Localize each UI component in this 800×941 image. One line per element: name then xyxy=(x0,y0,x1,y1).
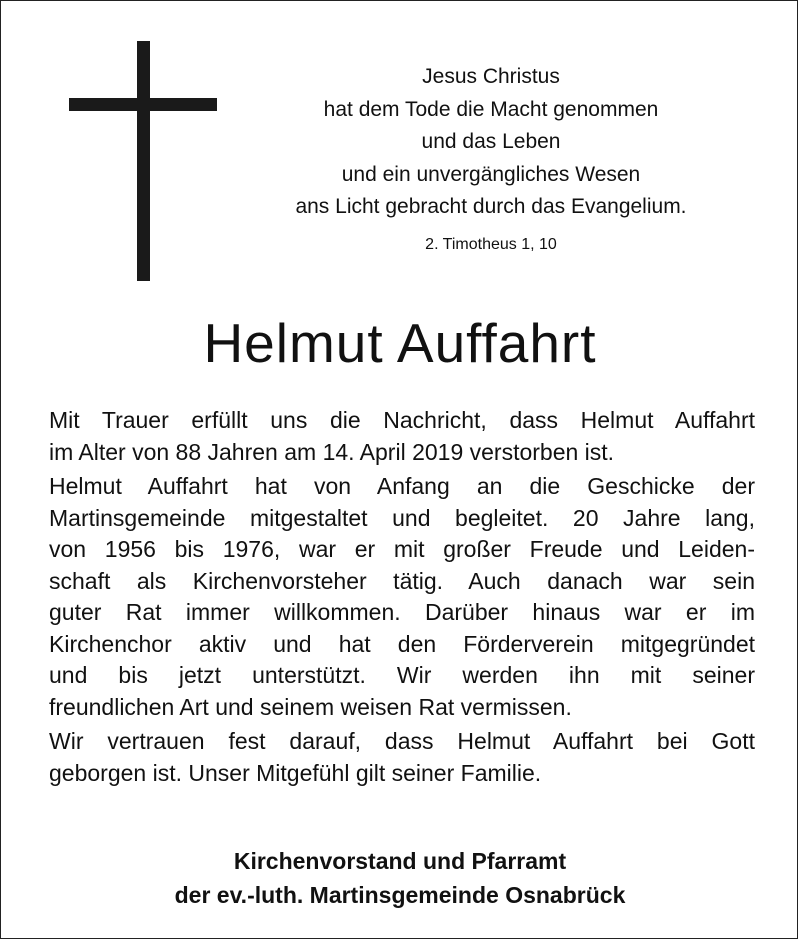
paragraph-biography xyxy=(49,471,755,723)
text-line: Kirchenchor aktiv und hat den Förderverein mitgegründet xyxy=(49,630,755,657)
text-line: Helmut Auffahrt hat von Anfang an die Geschicke der xyxy=(49,473,755,499)
text-line: von 1956 bis 1976, war er mit großer Freude und Leiden- xyxy=(49,536,755,562)
verse-line: und das Leben xyxy=(421,130,561,153)
text-line: Wir vertrauen fest darauf, dass Helmut Auffahrt bei Gott xyxy=(49,728,755,754)
verse-line: ans Licht gebracht durch das Evangelium. xyxy=(295,195,687,218)
signature-line: Kirchenvorstand und Pfarramt xyxy=(233,848,567,874)
obituary-body xyxy=(49,405,755,792)
text-line: Martinsgemeinde mitgestaltet und begleitet. 20 Jahre lang, xyxy=(49,504,755,531)
deceased-name: Helmut Auffahrt xyxy=(203,312,597,374)
text-line: Mit Trauer erfüllt uns die Nachricht, dass Helmut Auffahrt xyxy=(49,407,755,433)
paragraph-condolence xyxy=(49,726,755,789)
text-line: schaft als Kirchenvorsteher tätig. Auch danach war sein xyxy=(49,567,755,594)
text-line: guter Rat immer willkommen. Darüber hinaus war er im xyxy=(49,599,755,625)
text-line: geborgen ist. Unser Mitgefühl gilt seiner Familie. xyxy=(49,759,542,786)
paragraph-announcement xyxy=(49,405,755,468)
verse-reference: 2. Timotheus 1, 10 xyxy=(425,236,557,253)
cross-vertical-beam xyxy=(137,41,150,281)
cross-horizontal-beam xyxy=(69,98,217,111)
text-line: im Alter von 88 Jahren am 14. April 2019 verstorben ist. xyxy=(49,438,615,465)
verse-line: und ein unvergängliches Wesen xyxy=(341,162,641,186)
text-line: und bis jetzt unterstützt. Wir werden ihn mit seiner xyxy=(49,662,755,688)
signature-block xyxy=(1,844,798,912)
bible-verse xyxy=(241,61,741,224)
verse-line: Jesus Christus xyxy=(422,65,560,88)
signature-line: der ev.-luth. Martinsgemeinde Osnabrück xyxy=(174,882,626,908)
verse-line: hat dem Tode die Macht genommen xyxy=(323,97,659,121)
text-line: freundlichen Art und seinem weisen Rat vermissen. xyxy=(49,693,572,720)
